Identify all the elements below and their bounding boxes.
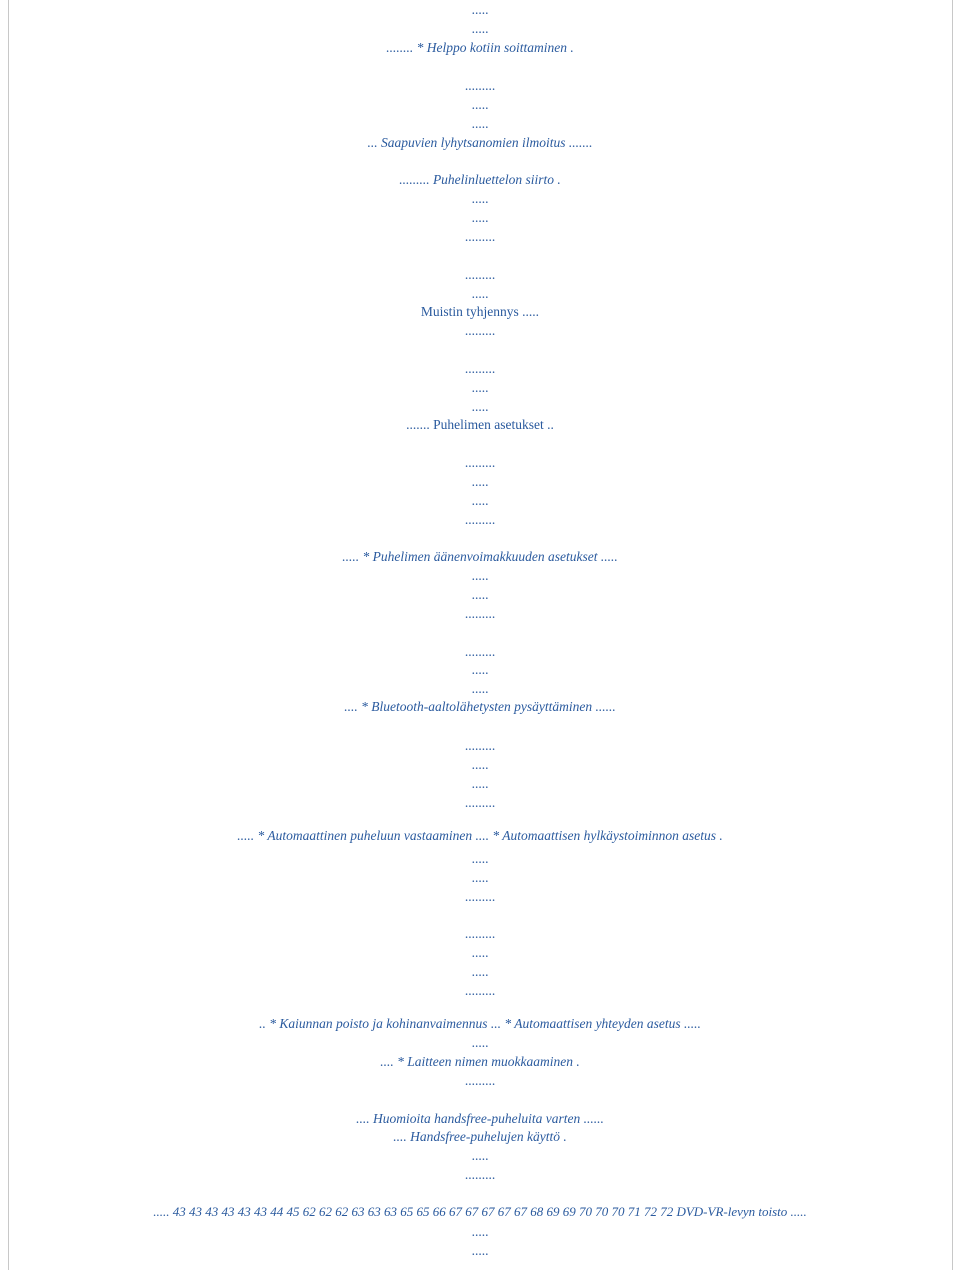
doc-line: .........: [464, 738, 496, 753]
doc-line: .....: [471, 568, 489, 583]
doc-line: .....: [471, 2, 489, 17]
doc-line: .........: [464, 455, 496, 470]
doc-line: .........: [464, 926, 496, 941]
doc-line: .....: [471, 493, 489, 508]
doc-line: .....: [471, 757, 489, 772]
doc-line: .........: [464, 323, 496, 338]
doc-line: .....: [471, 587, 489, 602]
doc-line: Muistin tyhjennys .....: [420, 304, 540, 319]
doc-line: ..... 43 43 43 43 43 43 44 45 62 62 62 63 63 63 65 65 66 67 67 67 67 67 68 69 69 70 70 70 71 72 72 DVD-VR-levyn toisto .....: [153, 1204, 807, 1219]
doc-line: .........: [464, 606, 496, 621]
doc-line: .....: [471, 116, 489, 131]
doc-line: .....: [471, 286, 489, 301]
doc-line: .... Handsfree-puhelujen käyttö .: [393, 1129, 567, 1144]
doc-line: .... Huomioita handsfree-puheluita varten ......: [356, 1111, 604, 1126]
doc-line: ..... * Automaattinen puheluun vastaaminen .... * Automaattisen hylkäystoiminnon asetus .: [237, 828, 723, 843]
doc-line: .........: [464, 795, 496, 810]
doc-line: .........: [464, 229, 496, 244]
doc-line: .... * Bluetooth-aaltolähetysten pysäyttäminen ......: [344, 699, 616, 714]
doc-line: ......... Puhelinluettelon siirto .: [399, 172, 561, 187]
doc-line: .........: [464, 644, 496, 659]
doc-line: .........: [464, 1073, 496, 1088]
doc-line: .....: [471, 851, 489, 866]
doc-line: .........: [464, 512, 496, 527]
doc-line: .....: [471, 1243, 489, 1258]
doc-line: .....: [471, 21, 489, 36]
doc-line: .....: [471, 97, 489, 112]
doc-line: ....... Puhelimen asetukset ..: [406, 417, 554, 432]
doc-line: ........ * Helppo kotiin soittaminen .: [386, 40, 574, 55]
doc-line: .....: [471, 210, 489, 225]
doc-line: .....: [471, 681, 489, 696]
doc-line: .....: [471, 474, 489, 489]
doc-line: .........: [464, 889, 496, 904]
doc-line: .... * Laitteen nimen muokkaaminen .: [380, 1054, 580, 1069]
doc-line: .........: [464, 1167, 496, 1182]
doc-line: .....: [471, 964, 489, 979]
doc-line: .....: [471, 662, 489, 677]
doc-line: .....: [471, 870, 489, 885]
doc-line: .....: [471, 399, 489, 414]
doc-line: .....: [471, 945, 489, 960]
doc-line: .....: [471, 1224, 489, 1239]
doc-line: .....: [471, 191, 489, 206]
doc-line: .....: [471, 380, 489, 395]
doc-line: .........: [464, 267, 496, 282]
doc-line: .........: [464, 361, 496, 376]
doc-line: .....: [471, 776, 489, 791]
doc-line: .........: [464, 78, 496, 93]
doc-line: .. * Kaiunnan poisto ja kohinanvaimennus ... * Automaattisen yhteyden asetus .....: [259, 1016, 701, 1031]
doc-line: .....: [471, 1148, 489, 1163]
doc-line: ..... * Puhelimen äänenvoimakkuuden asetukset .....: [342, 549, 618, 564]
doc-line: .........: [464, 983, 496, 998]
doc-line: .....: [471, 1035, 489, 1050]
doc-line: ... Saapuvien lyhytsanomien ilmoitus .......: [367, 135, 593, 150]
